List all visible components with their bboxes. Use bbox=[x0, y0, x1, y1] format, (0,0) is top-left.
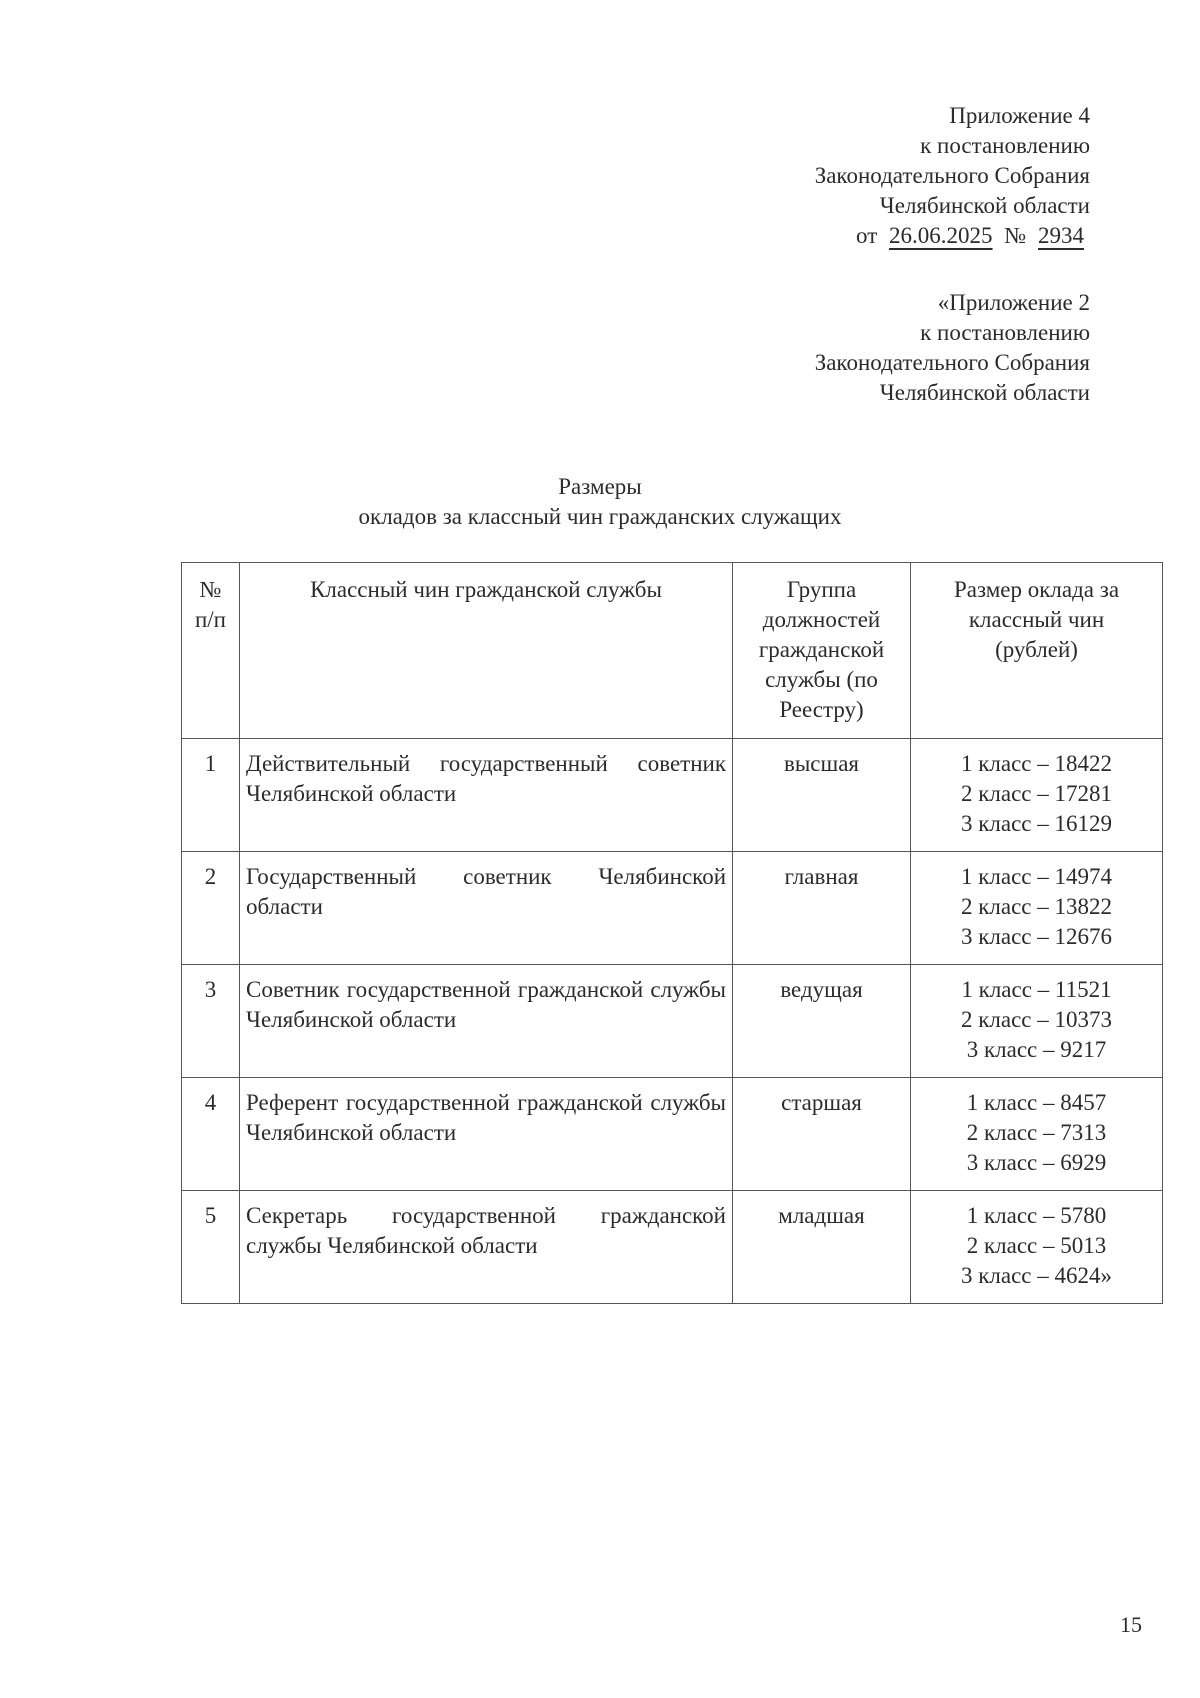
document-number: 2934 bbox=[1038, 223, 1084, 248]
header-num: № п/п bbox=[182, 563, 240, 739]
salary-class-3: 3 класс – 9217 bbox=[966, 1037, 1107, 1062]
salary-table bbox=[181, 562, 1163, 1304]
row-rank: Секретарь государственной гражданской службы Челябинской области bbox=[240, 1191, 733, 1304]
date-prefix: от bbox=[856, 223, 878, 248]
quoted-appendix-line-1: «Приложение 2 bbox=[937, 290, 1090, 315]
salary-class-1: 1 класс – 18422 bbox=[960, 751, 1113, 776]
row-num: 1 bbox=[182, 739, 240, 852]
row-num: 5 bbox=[182, 1191, 240, 1304]
salary-class-1: 1 класс – 14974 bbox=[960, 864, 1113, 889]
table-row bbox=[182, 739, 1163, 852]
salary-class-2: 2 класс – 17281 bbox=[960, 781, 1113, 806]
appendix-line-2: к постановлению bbox=[920, 133, 1090, 158]
row-salary bbox=[911, 1078, 1163, 1191]
quoted-appendix-header bbox=[815, 288, 1090, 408]
page-number: 15 bbox=[1120, 1612, 1142, 1637]
quoted-appendix-line-4: Челябинской области bbox=[879, 380, 1090, 405]
header-group: Группа должностей гражданской службы (по Реестру) bbox=[733, 563, 911, 739]
row-group: старшая bbox=[733, 1078, 911, 1191]
row-group: ведущая bbox=[733, 965, 911, 1078]
document-date: 26.06.2025 bbox=[889, 223, 993, 248]
row-salary bbox=[911, 1191, 1163, 1304]
salary-class-3: 3 класс – 4624» bbox=[960, 1263, 1113, 1288]
row-salary bbox=[911, 965, 1163, 1078]
salary-class-2: 2 класс – 7313 bbox=[966, 1120, 1107, 1145]
quoted-appendix-line-2: к постановлению bbox=[920, 320, 1090, 345]
appendix-header bbox=[815, 101, 1090, 251]
salary-class-2: 2 класс – 10373 bbox=[960, 1007, 1113, 1032]
table-row bbox=[182, 852, 1163, 965]
salary-class-3: 3 класс – 6929 bbox=[966, 1150, 1107, 1175]
document-title bbox=[0, 472, 1200, 532]
row-rank: Государственный советник Челябинской области bbox=[240, 852, 733, 965]
row-num: 4 bbox=[182, 1078, 240, 1191]
row-salary bbox=[911, 852, 1163, 965]
salary-class-1: 1 класс – 11521 bbox=[961, 977, 1112, 1002]
title-line-1: Размеры bbox=[558, 474, 642, 499]
salary-class-3: 3 класс – 16129 bbox=[960, 811, 1113, 836]
row-group: младшая bbox=[733, 1191, 911, 1304]
number-prefix: № bbox=[1004, 223, 1027, 248]
salary-class-1: 1 класс – 8457 bbox=[966, 1090, 1107, 1115]
header-rank: Классный чин гражданской службы bbox=[240, 563, 733, 739]
table-row bbox=[182, 1191, 1163, 1304]
row-rank: Советник государственной гражданской службы Челябинской области bbox=[240, 965, 733, 1078]
table-header-row bbox=[182, 563, 1163, 739]
appendix-line-3: Законодательного Собрания bbox=[814, 163, 1090, 188]
appendix-line-4: Челябинской области bbox=[879, 193, 1090, 218]
table-row bbox=[182, 1078, 1163, 1191]
title-line-2: окладов за классный чин гражданских служащих bbox=[358, 504, 842, 529]
salary-class-2: 2 класс – 5013 bbox=[966, 1233, 1107, 1258]
appendix-line-1: Приложение 4 bbox=[949, 103, 1090, 128]
row-num: 2 bbox=[182, 852, 240, 965]
appendix-date-line bbox=[815, 221, 1090, 251]
row-salary bbox=[911, 739, 1163, 852]
row-rank: Референт государственной гражданской службы Челябинской области bbox=[240, 1078, 733, 1191]
salary-class-3: 3 класс – 12676 bbox=[960, 924, 1113, 949]
quoted-appendix-line-3: Законодательного Собрания bbox=[814, 350, 1090, 375]
table-row bbox=[182, 965, 1163, 1078]
row-num: 3 bbox=[182, 965, 240, 1078]
row-group: высшая bbox=[733, 739, 911, 852]
row-rank: Действительный государственный советник Челябинской области bbox=[240, 739, 733, 852]
salary-class-2: 2 класс – 13822 bbox=[960, 894, 1113, 919]
table-body bbox=[182, 739, 1163, 1304]
header-salary: Размер оклада за классный чин (рублей) bbox=[911, 563, 1163, 739]
row-group: главная bbox=[733, 852, 911, 965]
salary-class-1: 1 класс – 5780 bbox=[966, 1203, 1107, 1228]
